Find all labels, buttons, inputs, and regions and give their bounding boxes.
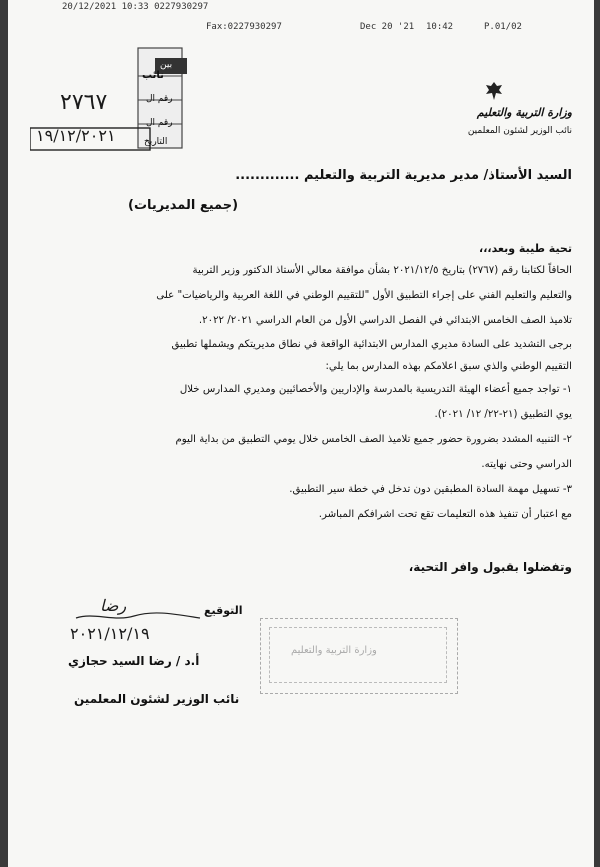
body-line-2: والتعليم والتعليم الفني على إجراء التطبيق الأول "للتقييم الوطني في اللغة العربية والرياضيات" على <box>156 290 572 301</box>
stamp-number-handwritten: ٢٧٦٧ <box>60 90 108 115</box>
closing: وتفضلوا بقبول وافر التحية، <box>408 560 572 574</box>
fax-time: 10:42 <box>426 22 454 32</box>
stamp-date-label: التاريخ <box>144 137 168 147</box>
fax-page <box>8 0 594 867</box>
item-2-line-b: الدراسي وحتى نهايته. <box>481 459 572 470</box>
stamp-date-handwritten: ١٩/١٢/٢٠٢١ <box>36 126 116 145</box>
body-line-3: تلاميذ الصف الخامس الابتدائي في الفصل الدراسي الأول من العام الدراسي ٢٠٢١/ ٢٠٢٢. <box>198 315 572 326</box>
stamp-receipt-label: رقم ال <box>146 118 173 128</box>
letterhead <box>442 80 572 152</box>
item-2-line-a: ٢- التنبيه المشدد بضرورة حضور جميع تلاميذ الصف الخامس خلال يومي التطبيق من بداية اليوم <box>175 434 572 445</box>
body-line-5: التقييم الوطني والذي سبق اعلامكم بهذه المدارس بما يلي: <box>325 361 572 372</box>
eagle-emblem-icon <box>482 80 506 104</box>
handwritten-signature: رضا <box>100 596 127 615</box>
signature-stroke <box>74 610 204 624</box>
office-stamp-text: وزارة التربية والتعليم <box>291 645 377 656</box>
body-line-4: برجى التشديد على السادة مديري المدارس الابتدائية الواقعة في نطاق مديريتكم ويشملها تطبيق <box>171 339 572 350</box>
fax-date: Dec 20 '21 <box>360 22 415 32</box>
stamp-number-label: رقم ال <box>146 94 173 104</box>
signatory-name: أ.د / رضا السيد حجازي <box>68 654 200 668</box>
item-3-line-a: ٣- تسهيل مهمة السادة المطبقين دون تدخل في خطة سير التطبيق. <box>289 484 572 495</box>
all-directorates: (جميع المديريات) <box>128 198 239 213</box>
stamp-title: نائب <box>142 70 164 81</box>
fax-number: Fax:0227930297 <box>206 22 282 32</box>
ministry-name: وزارة التربية والتعليم <box>476 106 572 119</box>
stamp-corner-text: بين <box>160 60 173 70</box>
greeting: تحية طيبة وبعد،،، <box>479 242 572 255</box>
addressee-line: السيد الأستاذ/ مدير مديرية التربية والتعليم ............. <box>235 168 572 183</box>
office-name: نائب الوزير لشئون المعلمين <box>467 126 572 136</box>
body-line-1: الحاقاً لكتابنا رقم (٢٧٦٧) بتاريخ ٢٠٢١/١٢/٥ بشأن موافقة معالي الأستاذ الدكتور وزير التربية <box>192 265 572 276</box>
closing-note: مع اعتبار أن تنفيذ هذه التعليمات تقع تحت اشرافكم المباشر. <box>318 509 572 520</box>
fax-page-number: P.01/02 <box>484 22 522 32</box>
signatory-title: نائب الوزير لشئون المعلمين <box>74 692 240 706</box>
fax-left-header: 20/12/2021 10:33 0227930297 <box>62 2 209 12</box>
item-1-line-a: ١- تواجد جميع أعضاء الهيئة التدريسية بالمدرسة والإداريين والأخصائيين ومديري المدارس خلال <box>179 384 572 395</box>
handwritten-signature-date: ٢٠٢١/١٢/١٩ <box>70 624 150 643</box>
signature-label: التوقيع <box>204 604 243 617</box>
office-stamp <box>260 618 458 694</box>
item-1-line-b: يوي التطبيق (٢١-٢٢/ ١٢/ ٢٠٢١). <box>434 409 572 420</box>
incoming-stamp <box>30 40 190 160</box>
